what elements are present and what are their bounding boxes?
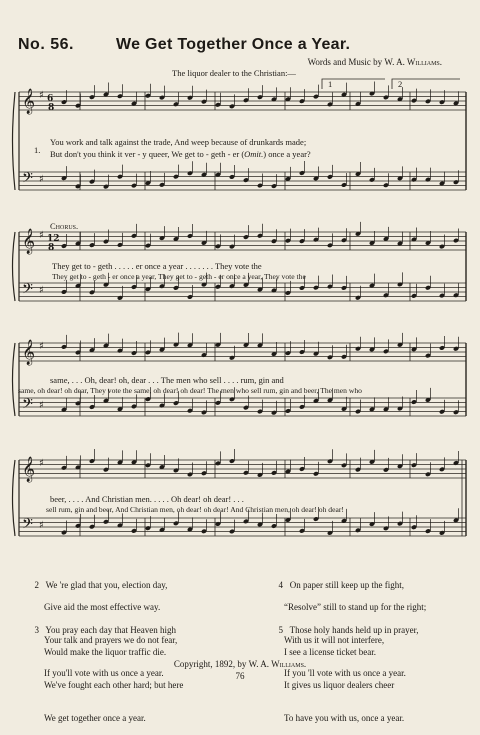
hymn-number: No. 56. xyxy=(18,36,74,53)
credit-prefix: Words and Music by xyxy=(307,57,383,67)
chorus-label: Chorus. xyxy=(50,221,79,231)
bass-clef: 𝄢 xyxy=(22,516,33,536)
time-signature: 12 xyxy=(47,234,60,244)
verse1-line2a: But don't you think it ver - y queer, We get to - geth - er ( xyxy=(50,149,245,159)
key-signature-sharp: ♯ xyxy=(39,520,44,531)
verse1-line2 xyxy=(50,149,311,159)
second-ending-label: 2 xyxy=(398,79,403,89)
verse-5: 5 Those holy hands held up in prayer, I see a license ticket bear. It gives us liquor dealers cheer To have you with us, once a year. xyxy=(278,625,419,723)
key-signature-sharp: ♯ xyxy=(39,174,44,185)
system-brace xyxy=(13,92,16,190)
verse-2: 2 We 're glad that you, election day, Give aid the most effective way. Your talk and prayers we do not fear, If you'll vote with us once a year. xyxy=(34,580,178,678)
verse1-number: 1. xyxy=(34,145,41,155)
key-signature-sharp: ♯ xyxy=(39,90,44,101)
chorus-system3-bass-lyrics: sell rum, gin and beer, And Christian men, oh dear! oh dear! And Christian men, oh dear! oh dear! xyxy=(46,505,344,514)
time-signature: 6 xyxy=(47,94,54,104)
copyright-line: Copyright, 1892, by W. A. Williams. xyxy=(173,659,307,669)
page-number: 76 xyxy=(235,671,245,681)
subtitle: The liquor dealer to the Christian:— xyxy=(172,68,296,78)
verse1-omit: Omit. xyxy=(244,149,264,159)
verse1-line1: You work and talk against the trade, And weep because of drunkards made; xyxy=(50,137,307,147)
key-signature-sharp: ♯ xyxy=(39,341,44,352)
chorus-system2-lyrics: same, . . . Oh, dear! oh, dear . . . The men who sell . . . . rum, gin and xyxy=(50,375,284,385)
system-brace xyxy=(13,460,16,536)
key-signature-sharp: ♯ xyxy=(39,230,44,241)
verse-3: 3 You pray each day that Heaven high Would make the liquor traffic die. We've fought each other hard; but here We get together once a year. xyxy=(34,625,184,723)
chorus-system2-bass-lyrics: same, oh dear! oh dear, They vote the same, oh dear! oh dear! The men who sell rum, gin and beer, The men who xyxy=(18,386,362,395)
verse1-line2b: ) once a year? xyxy=(263,149,311,159)
time-signature: 8 xyxy=(48,243,55,253)
treble-clef: 𝄞 xyxy=(22,229,36,254)
time-signature: 8 xyxy=(48,103,55,113)
bass-clef: 𝄢 xyxy=(22,170,33,190)
chorus-system1-lyrics: They get to - geth . . . . . er once a year . . . . . . . They vote the xyxy=(52,261,262,271)
chorus-system3-lyrics: beer, . . . . And Christian men. . . . . Oh dear! oh dear! . . . xyxy=(50,494,244,504)
credit-name: W. A. Williams. xyxy=(384,57,442,67)
system-brace xyxy=(13,343,16,416)
system-brace xyxy=(13,232,16,301)
chorus-system1-bass-lyrics: They get to - geth - er once a year, They get to - geth - er once a year, They vote the xyxy=(52,272,306,281)
first-ending-label: 1 xyxy=(328,79,333,89)
bass-clef: 𝄢 xyxy=(22,281,33,301)
verse-4: 4 On paper still keep up the fight, “Resolve” still to stand up for the right; With us it will not interfere, If you 'll vote with us once a year. xyxy=(278,580,427,678)
key-signature-sharp: ♯ xyxy=(39,400,44,411)
hymn-title: We Get Together Once a Year. xyxy=(116,36,351,53)
key-signature-sharp: ♯ xyxy=(39,285,44,296)
treble-clef: 𝄞 xyxy=(22,89,36,114)
bass-clef: 𝄢 xyxy=(22,396,33,416)
treble-clef: 𝄞 xyxy=(22,457,36,482)
key-signature-sharp: ♯ xyxy=(39,458,44,469)
treble-clef: 𝄞 xyxy=(22,340,36,365)
